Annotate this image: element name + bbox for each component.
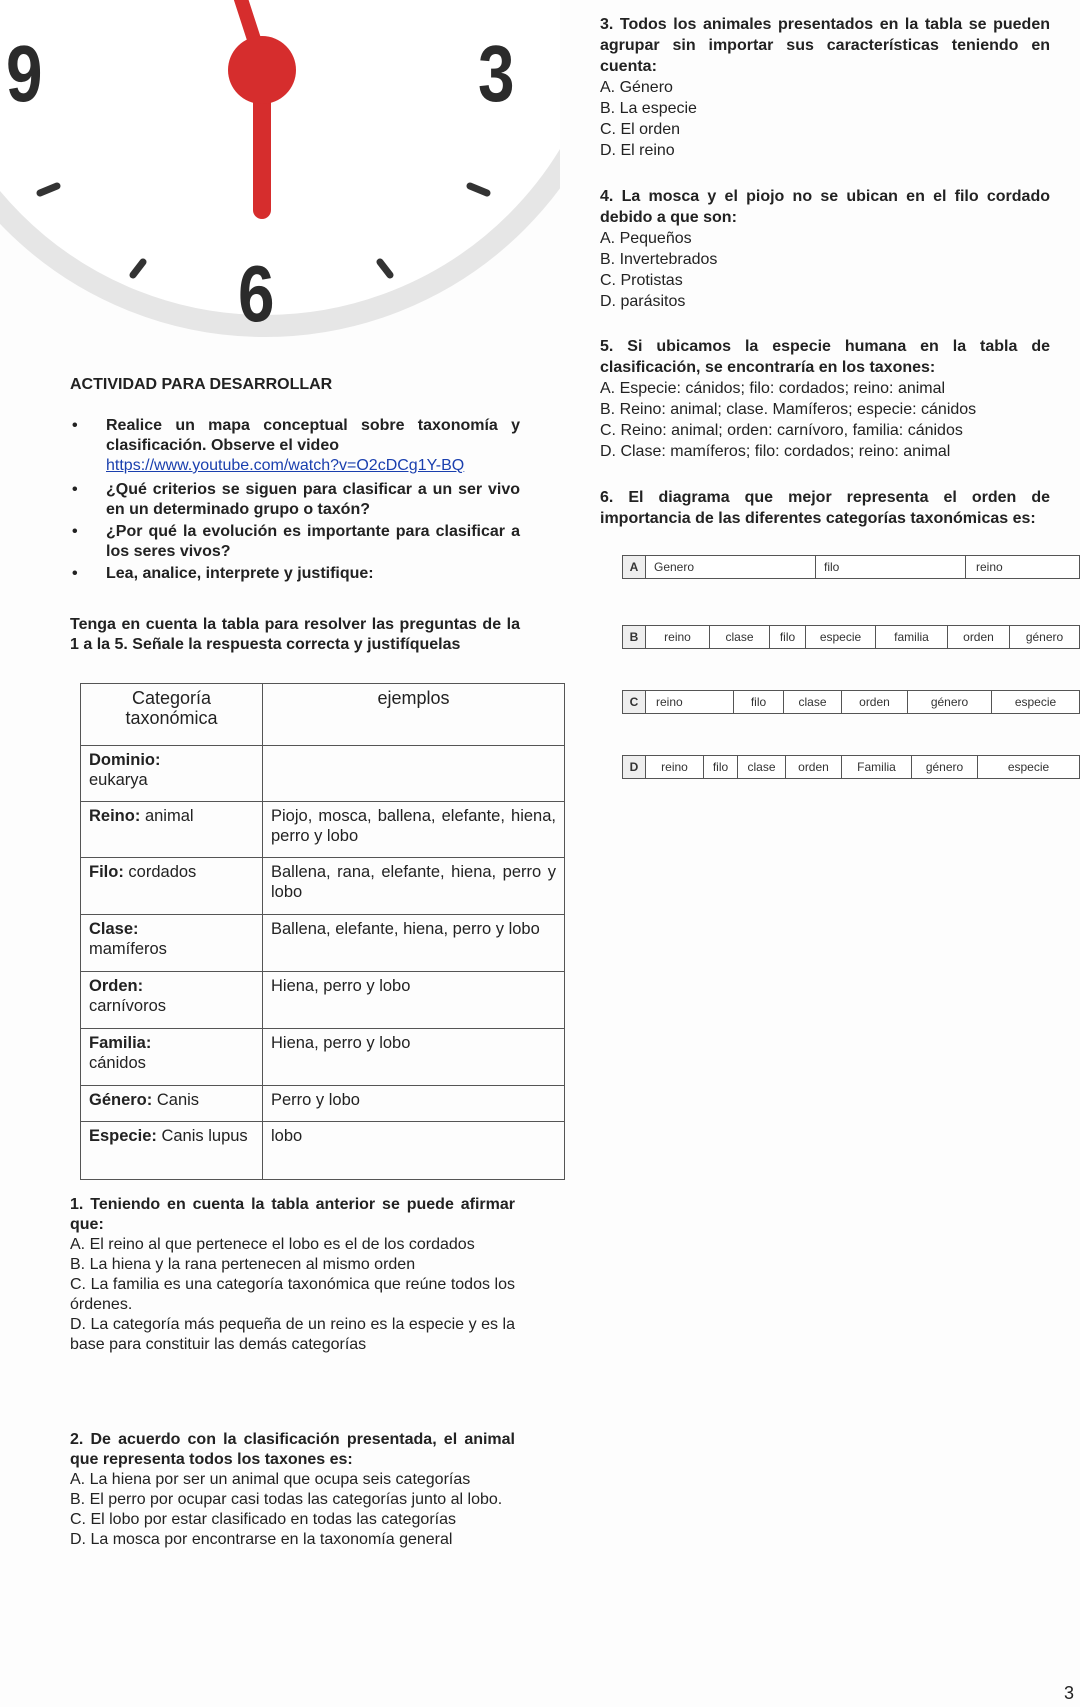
diagram-d-cell: orden xyxy=(785,756,841,778)
clock-number-3: 3 xyxy=(478,29,515,118)
question-2-option-b: B. El perro por ocupar casi todas las categorías junto al lobo. xyxy=(70,1491,503,1508)
question-5-option-b: B. Reino: animal; clase. Mamíferos; especie: cánidos xyxy=(600,401,977,418)
diagram-b-letter: B xyxy=(623,626,645,648)
diagram-b-cell: familia xyxy=(875,626,947,648)
table-row: Familia: cánidos Hiena, perro y lobo xyxy=(81,1029,565,1086)
page-number: 3 xyxy=(1064,1683,1075,1703)
table-instructions: Tenga en cuenta la tabla para resolver las preguntas de la 1 a la 5. Señale la respuesta correcta y justifíquelas xyxy=(70,616,520,653)
diagram-d-cell: género xyxy=(911,756,977,778)
table-header-category: Categoría taxonómica xyxy=(81,684,263,746)
question-2-option-d: D. La mosca por encontrarse en la taxonomía general xyxy=(70,1531,453,1548)
question-2-option-a: A. La hiena por ser un animal que ocupa seis categorías xyxy=(70,1471,471,1488)
question-3-option-b: B. La especie xyxy=(600,100,697,117)
diagram-a-cell: reino xyxy=(965,556,1079,578)
diagram-b-cell: filo xyxy=(769,626,805,648)
question-4-title: 4. La mosca y el piojo no se ubican en el filo cordado debido a que son: xyxy=(600,188,1050,226)
diagram-b-cell: género xyxy=(1009,626,1079,648)
question-5-title: 5. Si ubicamos la especie humana en la tabla de clasificación, se encontraría en los taxones: xyxy=(600,338,1050,376)
diagram-c-cell: orden xyxy=(841,691,907,713)
question-6-title: 6. El diagrama que mejor representa el orden de importancia de las diferentes categorías taxonómicas es: xyxy=(600,489,1050,527)
question-3 xyxy=(600,14,1050,161)
question-1-option-a: A. El reino al que pertenece el lobo es el de los cordados xyxy=(70,1236,475,1253)
question-4 xyxy=(600,186,1050,312)
activity-bullet: • ¿Por qué la evolución es importante para clasificar a los seres vivos? xyxy=(70,522,520,562)
question-4-option-b: B. Invertebrados xyxy=(600,251,718,268)
table-row: Especie: Canis lupus lobo xyxy=(81,1122,565,1180)
diagram-b-cell: orden xyxy=(947,626,1009,648)
diagram-a-cell: filo xyxy=(815,556,965,578)
diagram-c-cell: especie xyxy=(991,691,1079,713)
diagram-c-cell: filo xyxy=(733,691,783,713)
diagram-c-cell: género xyxy=(907,691,991,713)
question-3-option-a: A. Género xyxy=(600,79,673,96)
diagram-b xyxy=(622,625,1080,649)
diagram-c-cell: reino xyxy=(645,691,733,713)
table-row: Filo: cordados Ballena, rana, elefante, hiena, perro y lobo xyxy=(81,858,565,915)
activity-bullet: • ¿Qué criterios se siguen para clasificar a un ser vivo en un determinado grupo o taxón? xyxy=(70,480,520,520)
question-5-option-d: D. Clase: mamíferos; filo: cordados; reino: animal xyxy=(600,443,951,460)
question-3-title: 3. Todos los animales presentados en la tabla se pueden agrupar sin importar sus características teniendo en cuenta: xyxy=(600,16,1050,75)
activity-bullet: • Lea, analice, interprete y justifique: xyxy=(70,564,520,584)
diagram-b-cell: clase xyxy=(709,626,769,648)
question-6 xyxy=(600,487,1050,529)
clock-face xyxy=(0,0,560,370)
question-2-option-c: C. El lobo por estar clasificado en todas las categorías xyxy=(70,1511,456,1528)
question-1-option-d: D. La categoría más pequeña de un reino es la especie y es la base para constituir las demás categorías xyxy=(70,1316,515,1353)
question-1-option-b: B. La hiena y la rana pertenecen al mismo orden xyxy=(70,1256,416,1273)
diagram-d-cell: clase xyxy=(737,756,785,778)
table-row: Género: Canis Perro y lobo xyxy=(81,1086,565,1122)
clock-number-6: 6 xyxy=(238,249,275,338)
diagram-c-cell: clase xyxy=(783,691,841,713)
clock-illustration xyxy=(0,0,560,370)
diagram-c-letter: C xyxy=(623,691,645,713)
diagram-c xyxy=(622,690,1080,714)
question-1 xyxy=(70,1195,515,1355)
diagram-d-letter: D xyxy=(623,756,645,778)
question-4-option-c: C. Protistas xyxy=(600,272,683,289)
diagram-d-cell: Familia xyxy=(841,756,911,778)
diagram-a xyxy=(622,555,1080,579)
question-4-option-a: A. Pequeños xyxy=(600,230,692,247)
question-5-option-a: A. Especie: cánidos; filo: cordados; reino: animal xyxy=(600,380,946,397)
question-5 xyxy=(600,336,1050,462)
question-2-title: 2. De acuerdo con la clasificación presentada, el animal que representa todos los taxones es: xyxy=(70,1431,515,1468)
diagram-d-cell: filo xyxy=(703,756,737,778)
question-1-option-c: C. La familia es una categoría taxonómica que reúne todos los órdenes. xyxy=(70,1276,515,1313)
diagram-a-cell: Genero xyxy=(645,556,815,578)
diagram-b-cell: especie xyxy=(805,626,875,648)
question-5-option-c: C. Reino: animal; orden: carnívoro, familia: cánidos xyxy=(600,422,963,439)
diagram-d-cell: especie xyxy=(977,756,1079,778)
taxonomy-table xyxy=(80,683,565,1180)
diagram-d xyxy=(622,755,1080,779)
question-1-title: 1. Teniendo en cuenta la tabla anterior se puede afirmar que: xyxy=(70,1196,515,1233)
activity-bullet: • Realice un mapa conceptual sobre taxonomía y clasificación. Observe el video https://www.youtube.com/watch?v=O2cDCg1Y-BQ xyxy=(70,416,520,476)
activity-title: ACTIVIDAD PARA DESARROLLAR xyxy=(70,376,333,393)
table-row: Dominio: eukarya xyxy=(81,746,565,802)
clock-number-9: 9 xyxy=(6,29,43,118)
diagram-b-cell: reino xyxy=(645,626,709,648)
diagram-d-cell: reino xyxy=(645,756,703,778)
activity-bullet-list xyxy=(70,416,520,586)
table-row: Reino: animal Piojo, mosca, ballena, elefante, hiena, perro y lobo xyxy=(81,802,565,858)
question-3-option-d: D. El reino xyxy=(600,142,675,159)
table-header-examples: ejemplos xyxy=(263,684,565,746)
question-2 xyxy=(70,1430,515,1550)
question-4-option-d: D. parásitos xyxy=(600,293,686,310)
video-link[interactable]: https://www.youtube.com/watch?v=O2cDCg1Y-BQ xyxy=(106,457,465,474)
question-3-option-c: C. El orden xyxy=(600,121,681,138)
table-header-row xyxy=(81,684,565,746)
table-row: Orden: carnívoros Hiena, perro y lobo xyxy=(81,972,565,1029)
table-row: Clase: mamíferos Ballena, elefante, hiena, perro y lobo xyxy=(81,915,565,972)
diagram-a-letter: A xyxy=(623,556,645,578)
